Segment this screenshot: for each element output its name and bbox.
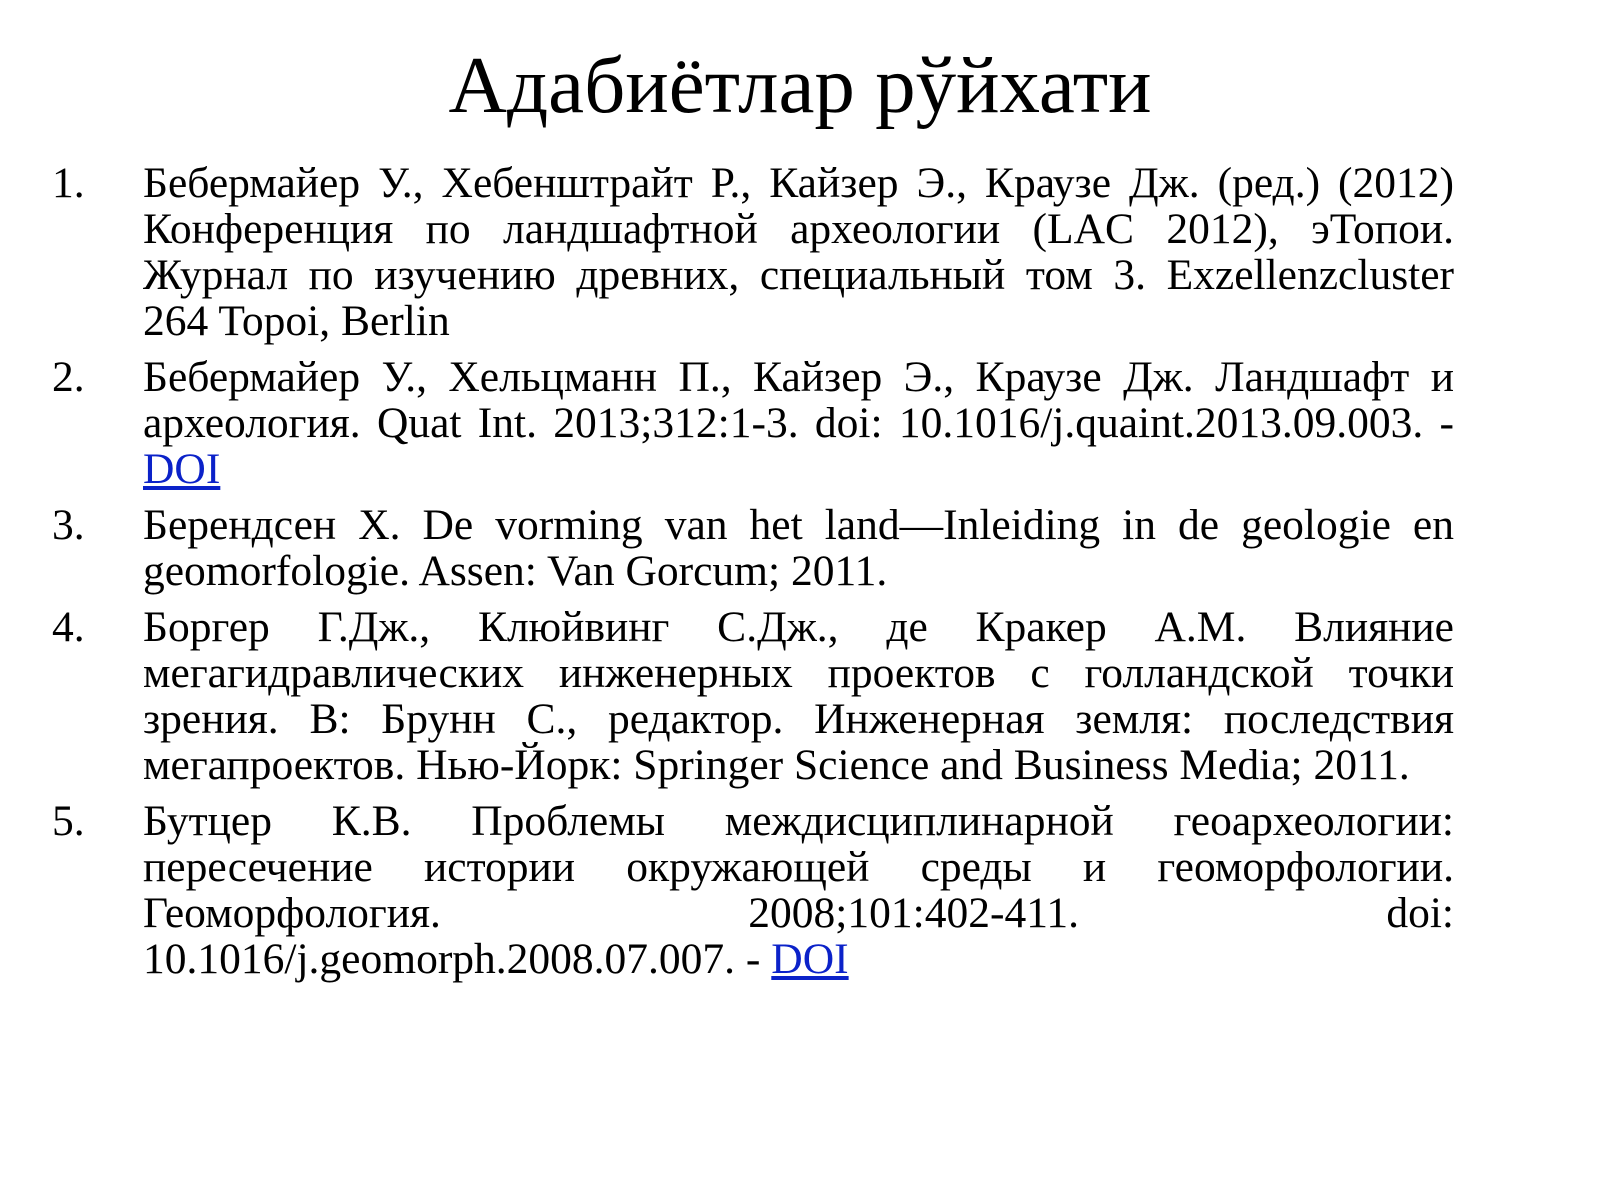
reference-number: 3.	[52, 501, 85, 549]
reference-item-2	[52, 354, 1454, 492]
doi-link[interactable]: DOI	[143, 445, 221, 493]
reference-item-1	[52, 160, 1454, 344]
reference-number: 5.	[52, 797, 85, 845]
reference-text: Боргер Г.Дж., Клюйвинг С.Дж., де Кракер А.М. Влияние мегагидравлических инженерных проектов с голландской точки зрения. В: Брунн С., редактор. Инженерная земля: последствия мегапроектов. Нью-Йорк: Springer Science and Business Media; 2011.	[143, 603, 1454, 789]
reference-number: 2.	[52, 353, 85, 401]
reference-text: Берендсен Х. De vorming van het land—Inleiding in de geologie en geomorfologie. Assen: Van Gorcum; 2011.	[143, 501, 1454, 595]
reference-text: Бебермайер У., Хебенштрайт Р., Кайзер Э., Краузе Дж. (ред.) (2012) Конференция по ландшафтной археологии (LAC 2012), эТопои. Журнал по изучению древних, специальный том 3. Exzellenzcluster 264 Topoi, Berlin	[143, 159, 1454, 345]
reference-item-5	[52, 798, 1454, 982]
reference-number: 1.	[52, 159, 85, 207]
reference-text: Бебермайер У., Хельцманн П., Кайзер Э., Краузе Дж. Ландшафт и археология. Quat Int. 2013;312:1-3. doi: 10.1016/j.quaint.2013.09.003. -	[143, 353, 1454, 447]
reference-item-3	[52, 502, 1454, 594]
reference-text: Бутцер К.В. Проблемы междисциплинарной геоархеологии: пересечение истории окружающей среды и геоморфологии. Геоморфология. 2008;101:402-411. doi: 10.1016/j.geomorph.2008.07.007. -	[143, 797, 1454, 983]
doi-link[interactable]: DOI	[771, 935, 849, 983]
reference-item-4	[52, 604, 1454, 788]
reference-number: 4.	[52, 603, 85, 651]
page-title: Адабиётлар рўйхати	[448, 40, 1152, 130]
reference-list	[52, 160, 1454, 992]
